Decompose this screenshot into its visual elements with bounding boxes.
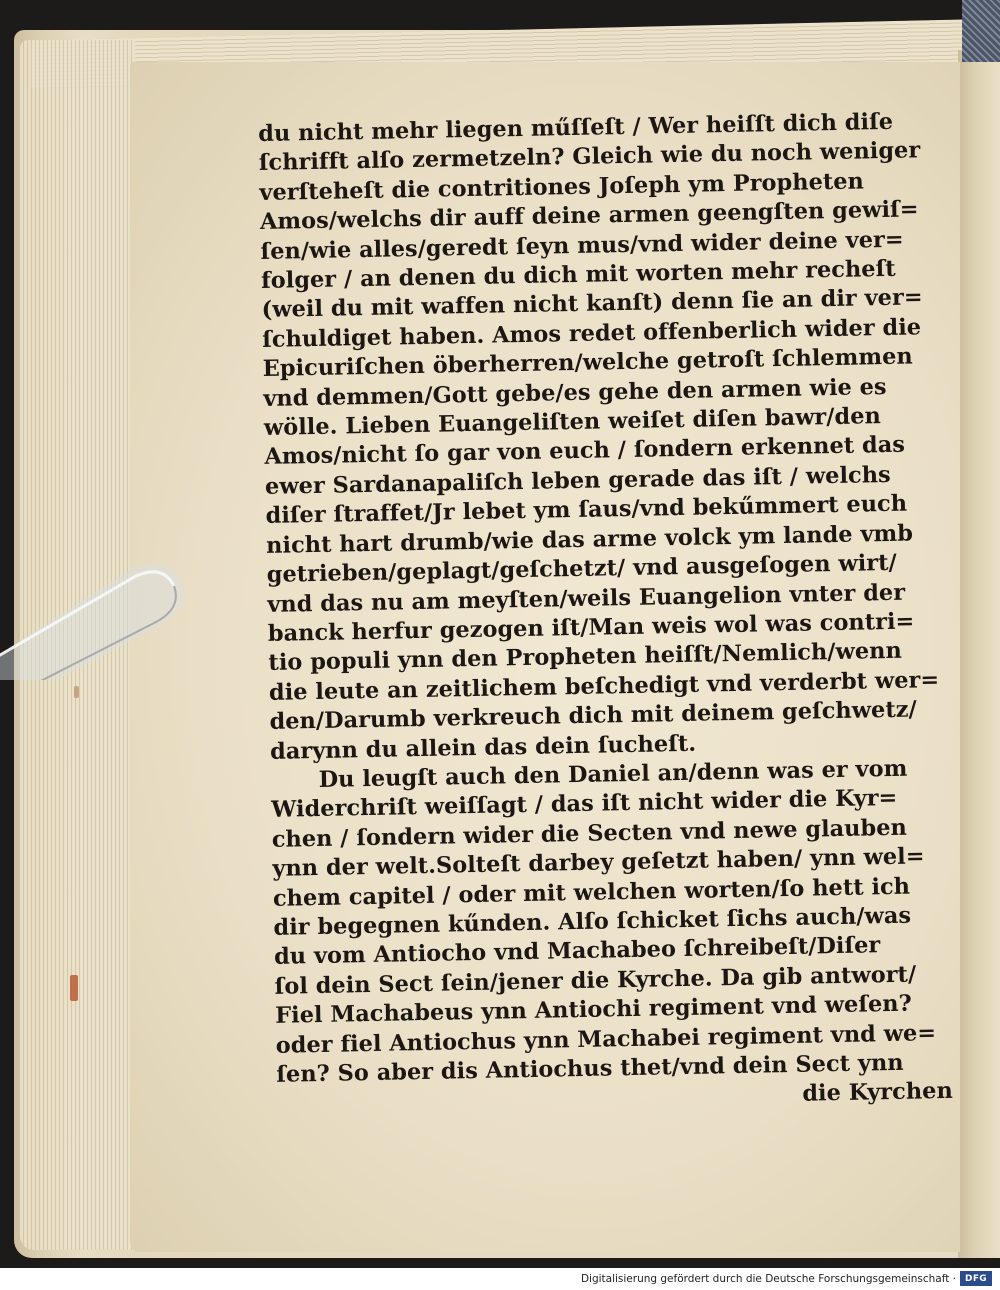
text-line: Epicuriſchen öberherren/welche getroſt ſchlemmen bbox=[262, 343, 914, 383]
text-line: Amos/welchs dir auff deine armen geengſten gewiſ= bbox=[259, 196, 919, 236]
credit-bar bbox=[0, 1268, 1000, 1290]
text-line: vnd das nu am meyſten/weils Euangelion vnter der bbox=[267, 579, 906, 618]
text-line: ſen/wie alles/geredt ſeyn mus/vnd wider deine ver= bbox=[260, 226, 904, 265]
text-line: ewer Sardanapaliſch leben gerade das iſt / welchs bbox=[264, 461, 891, 500]
text-line: verſteheſt die contritiones Joſeph ym Propheten bbox=[259, 168, 865, 206]
text-line: ſol dein Sect ſein/jener die Kyrche. Da gib antwort/ bbox=[274, 961, 917, 1000]
text-line: darynn du allein das dein ſucheſt. bbox=[269, 730, 697, 765]
text-line: oder fiel Antiochus ynn Machabei regiment vnd we= bbox=[275, 1019, 937, 1059]
page-gutter-fold bbox=[958, 50, 1000, 1258]
text-line: chen / ſondern wider die Secten vnd newe glauben bbox=[271, 814, 908, 853]
text-line: ſen? So aber dis Antiochus thet/vnd dein Sect ynn bbox=[276, 1049, 904, 1088]
text-line: chem capitel / oder mit welchen worten/ſo hett ich bbox=[272, 873, 911, 912]
text-line: folger / an denen du dich mit worten mehr recheſt bbox=[260, 255, 896, 294]
text-line: die leute an zeitlichem beſchedigt vnd verderbt wer= bbox=[268, 666, 940, 706]
text-line: du vom Antiocho vnd Machabeo ſchreibeſt/Diſer bbox=[273, 932, 881, 971]
text-line: den/Darumb verkreuch dich mit deinem geſchwetz/ bbox=[269, 696, 917, 736]
text-line: nicht hart drumb/wie das arme volck ym lande vmb bbox=[265, 520, 914, 559]
funding-credit: Digitalisierung gefördert durch die Deutsche Forschungsgemeinschaft · bbox=[580, 1273, 956, 1285]
text-line: ynn der welt.Solteſt darbey geſetzt haben/ ynn wel= bbox=[272, 843, 925, 883]
text-line: banck herfur gezogen iſt/Man weis wol was contri= bbox=[267, 608, 915, 647]
text-line: Amos/nicht ſo gar von euch / ſondern erkennet das bbox=[264, 432, 906, 471]
page-stain-red bbox=[70, 975, 78, 1001]
text-line: Widerchriſt weiſſagt / das iſt nicht wider die Kyr= bbox=[271, 785, 898, 824]
text-line: ſchuldiget haben. Amos redet offenberlich wider die bbox=[261, 314, 922, 353]
text-line: dir begegnen kűnden. Alſo ſchicket ſichs auch/was bbox=[273, 902, 912, 941]
dfg-logo-icon: DFG bbox=[960, 1271, 992, 1286]
page-text bbox=[258, 107, 957, 1120]
page-stack-edges bbox=[20, 40, 135, 1250]
paragraph-start-line: Du leugſt auch den Daniel an/denn was er vom bbox=[318, 755, 908, 793]
text-line: vnd demmen/Gott gebe/es gehe den armen wie es bbox=[263, 373, 887, 412]
text-line: diſer ſtraffet/Jr lebet ym ſaus/vnd bekűmmert euch bbox=[265, 490, 908, 530]
page-stain-small bbox=[74, 686, 79, 698]
text-line: Fiel Machabeus ynn Antiochi regiment vnd weſen? bbox=[274, 990, 913, 1030]
text-line: tio populi ynn den Propheten heiſſt/Nemlich/wenn bbox=[268, 638, 903, 677]
text-line: wölle. Lieben Euangeliſten weiſet diſen bawr/den bbox=[263, 403, 882, 442]
binding-strip bbox=[962, 0, 1000, 62]
text-line: (weil du mit waffen nicht kanſt) denn ſie an dir ver= bbox=[261, 284, 923, 324]
text-line: getrieben/geplagt/geſchetzt/ vnd ausgeſogen wirt/ bbox=[266, 549, 897, 589]
catchword: die Kyrchen bbox=[802, 1078, 954, 1108]
text-line: du nicht mehr liegen műſſeſt / Wer heiſſt dich diſe bbox=[258, 108, 894, 147]
text-line: ſchrifft alſo zermetzeln? Gleich wie du noch weniger bbox=[258, 137, 921, 177]
